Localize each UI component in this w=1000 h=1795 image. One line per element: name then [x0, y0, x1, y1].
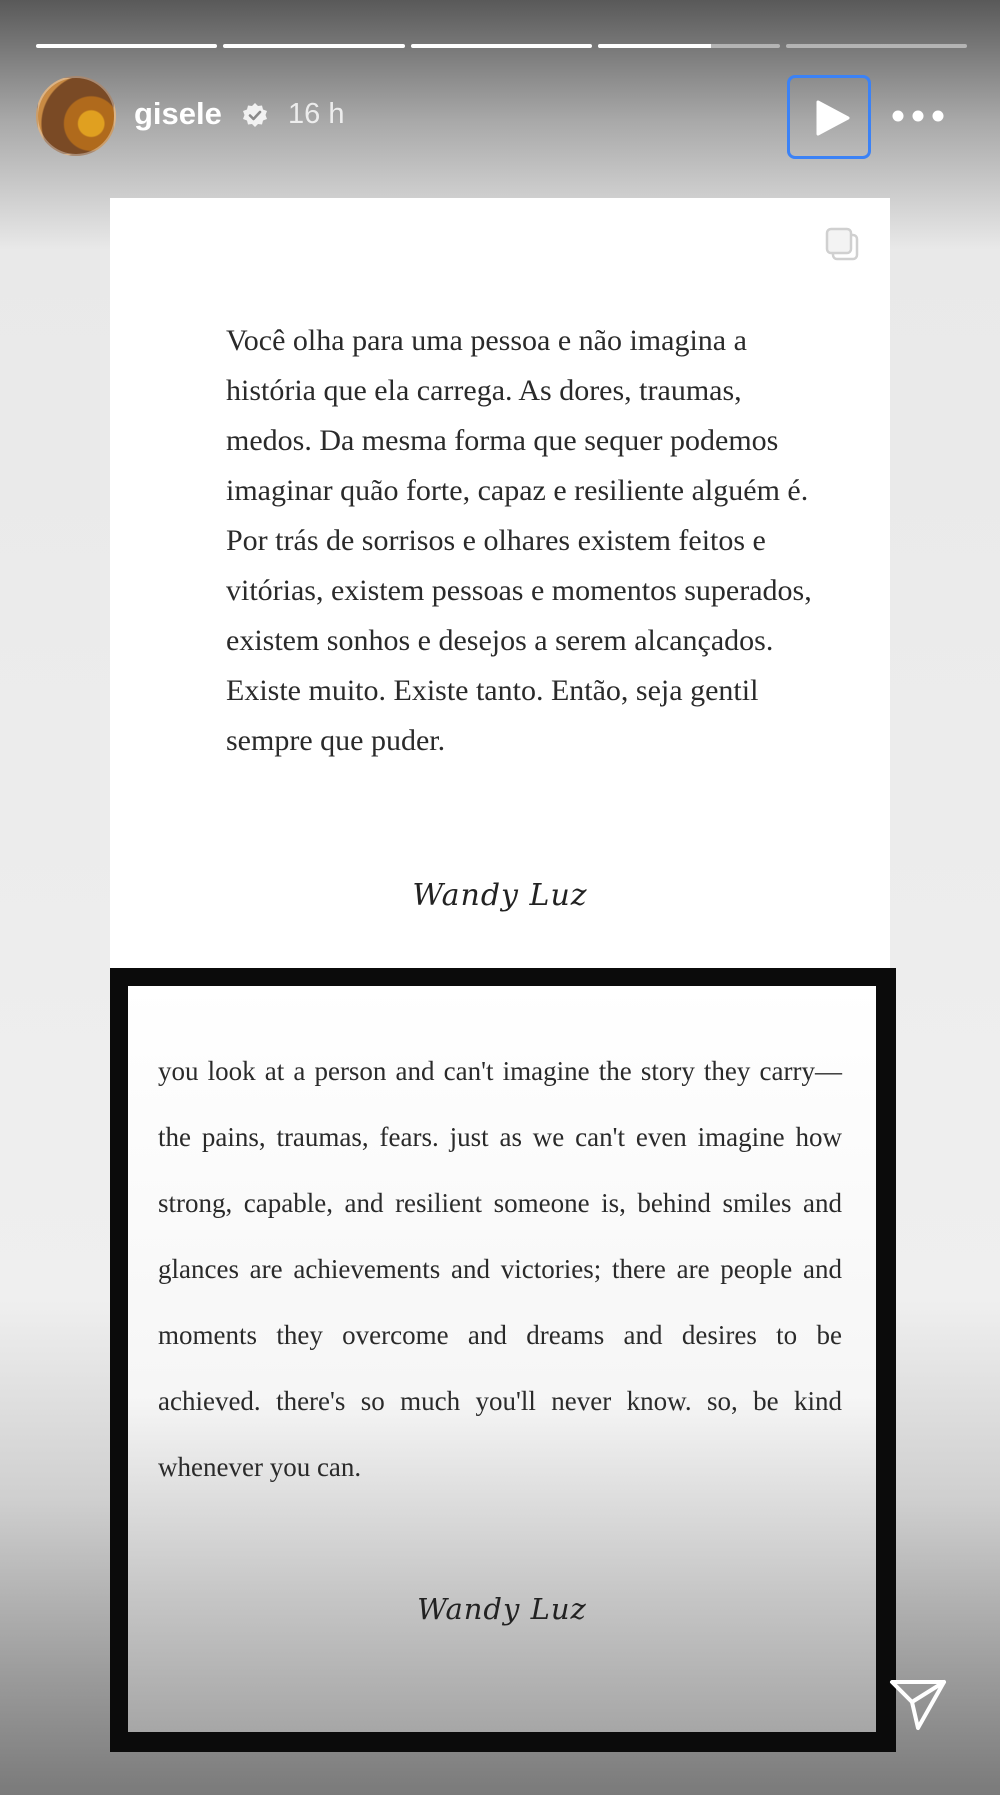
- quote-card-english: [110, 968, 896, 1752]
- ellipsis-icon: [888, 94, 948, 138]
- progress-segment-5: [786, 44, 967, 48]
- more-options-button[interactable]: [888, 94, 948, 138]
- quote-text-portuguese: Você olha para uma pessoa e não imagina a história que ela carrega. As dores, traumas, medos. Da mesma forma que sequer podemos imaginar quão forte, capaz e resiliente alguém é. Por trás de sorrisos e olhares existem feitos e vitórias, existem pessoas e momentos superados, existem sonhos e desejos a serem alcançados. Existe muito. Existe tanto. Então, seja gentil sempre que puder.: [226, 324, 812, 757]
- progress-segment-4: [598, 44, 779, 48]
- username[interactable]: gisele: [134, 96, 222, 131]
- signature-top: Wandy Luz: [412, 878, 588, 913]
- progress-segment-1: [36, 44, 217, 48]
- progress-segment-2: [223, 44, 404, 48]
- story-header: [36, 76, 966, 160]
- play-icon: [812, 98, 852, 138]
- copy-icon: [824, 226, 860, 262]
- progress-segment-3: [411, 44, 592, 48]
- avatar[interactable]: [36, 76, 116, 156]
- quote-card-portuguese: [110, 198, 890, 968]
- verified-badge-icon: [241, 102, 269, 130]
- post-time: 16 h: [288, 98, 345, 130]
- send-icon: [888, 1676, 948, 1732]
- send-button[interactable]: [888, 1676, 948, 1732]
- quote-text-english: you look at a person and can't imagine the story they carry—the pains, traumas, fears. just as we can't even imagine how strong, capable, and resilient someone is, behind smiles and glances are achievements and victories; there are people and moments they overcome and dreams and desires to be achieved. there's so much you'll never know. so, be kind whenever you can.: [158, 1056, 842, 1482]
- signature-bottom: Wandy Luz: [417, 1592, 587, 1626]
- story-progress-bar: [36, 44, 967, 48]
- play-button[interactable]: [787, 75, 871, 159]
- quote-card-english-inner: [128, 986, 876, 1732]
